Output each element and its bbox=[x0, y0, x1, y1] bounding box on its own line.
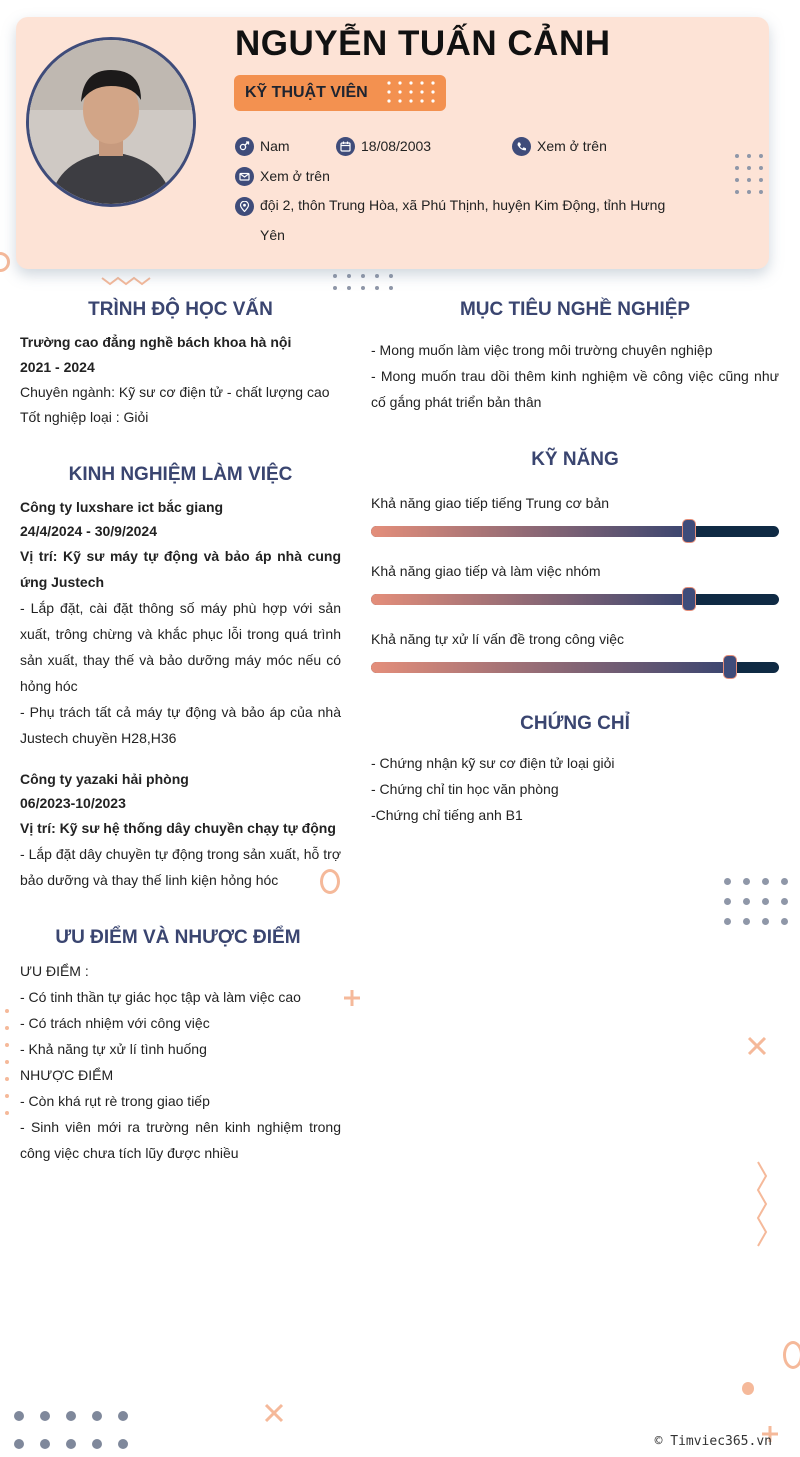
calendar-icon bbox=[336, 137, 355, 156]
strengths-line-6: - Còn khá rụt rè trong giao tiếp bbox=[20, 1093, 210, 1109]
decorative-plus-mid bbox=[342, 988, 362, 1008]
decorative-zigzag bbox=[100, 274, 154, 286]
education-school: Trường cao đẳng nghề bách khoa hà nội bbox=[20, 334, 292, 350]
phone-value: Xem ở trên bbox=[537, 138, 607, 154]
education-major: Chuyên ngành: Kỹ sư cơ điện tử - chất lượng cao bbox=[20, 384, 330, 400]
skill-2-fill bbox=[371, 594, 689, 605]
email-value: Xem ở trên bbox=[260, 168, 330, 184]
gender-icon bbox=[235, 137, 254, 156]
gender-info bbox=[235, 138, 290, 156]
strengths-line-5: NHƯỢC ĐIỂM bbox=[20, 1067, 114, 1083]
education-period: 2021 - 2024 bbox=[20, 359, 95, 375]
birthday-value: 18/08/2003 bbox=[361, 138, 432, 154]
job-1-detail-2: - Phụ trách tất cả máy tự động và bảo áp của nhà Justech chuyền H28,H36 bbox=[20, 704, 341, 746]
certificates-title: CHỨNG CHỈ bbox=[520, 713, 630, 734]
location-icon bbox=[235, 197, 254, 216]
person-silhouette-icon bbox=[29, 40, 193, 204]
certificate-1: - Chứng nhận kỹ sư cơ điện tử loại giỏi bbox=[371, 755, 615, 771]
objective-section bbox=[371, 337, 779, 415]
skill-1-label: Khả năng giao tiếp tiếng Trung cơ bản bbox=[371, 495, 610, 511]
education-section bbox=[20, 330, 341, 430]
strengths-line-1: ƯU ĐIỂM : bbox=[20, 963, 89, 979]
decorative-cross-right bbox=[746, 1035, 768, 1057]
phone-icon bbox=[512, 137, 531, 156]
strengths-title: ƯU ĐIỂM VÀ NHƯỢC ĐIỂM bbox=[55, 927, 301, 948]
decorative-ring-bottom-right bbox=[783, 1341, 800, 1369]
skill-3-label: Khả năng tự xử lí vấn đề trong công việc bbox=[371, 631, 625, 647]
address-info bbox=[235, 198, 680, 250]
job-1-position: Vị trí: Kỹ sư máy tự động và bảo áp nhà cung ứng Justech bbox=[20, 548, 341, 590]
strengths-section bbox=[20, 958, 341, 1166]
experience-job-2 bbox=[20, 767, 341, 893]
decorative-ring-mid bbox=[320, 869, 340, 894]
experience-title: KINH NGHIỆM LÀM VIỆC bbox=[68, 464, 293, 485]
decorative-dots-2 bbox=[735, 154, 771, 194]
job-2-position: Vị trí: Kỹ sư hệ thống dây chuyền chạy tự động bbox=[20, 820, 336, 836]
decorative-cross-bottom bbox=[263, 1402, 285, 1424]
job-1-period: 24/4/2024 - 30/9/2024 bbox=[20, 523, 158, 539]
objective-line-2: - Mong muốn trau dồi thêm kinh nghiệm về công việc cũng như cố gắng phát triển bản thân bbox=[371, 368, 779, 410]
decorative-ring-left bbox=[0, 252, 10, 272]
education-title: TRÌNH ĐỘ HỌC VẤN bbox=[88, 299, 273, 320]
decorative-dotline-left bbox=[4, 1008, 10, 1128]
copyright-footer: © Timviec365.vn bbox=[654, 1434, 772, 1449]
skill-1-fill bbox=[371, 526, 689, 537]
strengths-line-2: - Có tinh thần tự giác học tập và làm việc cao bbox=[20, 989, 301, 1005]
skills-title: KỸ NĂNG bbox=[531, 449, 619, 470]
certificates-section bbox=[371, 750, 779, 828]
strengths-line-3: - Có trách nhiệm với công việc bbox=[20, 1015, 210, 1031]
job-1-company: Công ty luxshare ict bắc giang bbox=[20, 499, 224, 515]
job-2-company: Công ty yazaki hải phòng bbox=[20, 771, 189, 787]
skill-3-bar bbox=[371, 662, 779, 673]
decorative-dots-bottom-left bbox=[14, 1411, 144, 1449]
skill-2-knob bbox=[682, 587, 696, 611]
skill-3-knob bbox=[723, 655, 737, 679]
job-title: KỸ THUẬT VIÊN bbox=[245, 84, 368, 101]
job-title-badge bbox=[234, 75, 446, 111]
gender-value: Nam bbox=[260, 138, 290, 154]
certificate-2: - Chứng chỉ tin học văn phòng bbox=[371, 781, 559, 797]
address-value: đội 2, thôn Trung Hòa, xã Phú Thịnh, huyện Kim Động, tỉnh Hưng Yên bbox=[260, 197, 666, 243]
objective-title: MỤC TIÊU NGHỀ NGHIỆP bbox=[459, 299, 691, 320]
email-icon bbox=[235, 167, 254, 186]
skill-1-bar bbox=[371, 526, 779, 537]
profile-photo bbox=[26, 37, 196, 207]
skill-2-bar bbox=[371, 594, 779, 605]
strengths-line-7: - Sinh viên mới ra trường nên kinh nghiệm trong công việc chưa tích lũy được nhiều bbox=[20, 1119, 341, 1161]
skill-3-fill bbox=[371, 662, 730, 673]
decorative-dots-badge bbox=[386, 80, 442, 104]
decorative-zigzag-vertical bbox=[754, 1160, 770, 1250]
education-graduation: Tốt nghiệp loại : Giỏi bbox=[20, 409, 149, 425]
strengths-line-4: - Khả năng tự xử lí tình huống bbox=[20, 1041, 207, 1057]
email-info bbox=[235, 168, 330, 186]
objective-line-1: - Mong muốn làm việc trong môi trường chuyên nghiệp bbox=[371, 342, 713, 358]
job-1-detail-1: - Lắp đặt, cài đặt thông số máy phù hợp với sản xuất, trông chừng và khắc phục lỗi trong quá trình sản xuất, thay thế và bảo dưỡng máy móc nếu có hỏng hóc bbox=[20, 600, 341, 694]
phone-info bbox=[512, 138, 607, 156]
experience-job-1 bbox=[20, 495, 341, 751]
decorative-dot-bottom-right bbox=[742, 1382, 754, 1395]
job-2-period: 06/2023-10/2023 bbox=[20, 795, 126, 811]
candidate-name: NGUYỄN TUẤN CẢNH bbox=[235, 24, 611, 63]
decorative-dots-3 bbox=[724, 878, 800, 925]
job-2-detail-1: - Lắp đặt dây chuyền tự động trong sản xuất, hỗ trợ bảo dưỡng và thay thế linh kiện hỏng hóc bbox=[20, 846, 341, 888]
skill-2-label: Khả năng giao tiếp và làm việc nhóm bbox=[371, 563, 601, 579]
birthday-info bbox=[336, 138, 431, 156]
skill-1-knob bbox=[682, 519, 696, 543]
certificate-3: -Chứng chỉ tiếng anh B1 bbox=[371, 807, 523, 823]
